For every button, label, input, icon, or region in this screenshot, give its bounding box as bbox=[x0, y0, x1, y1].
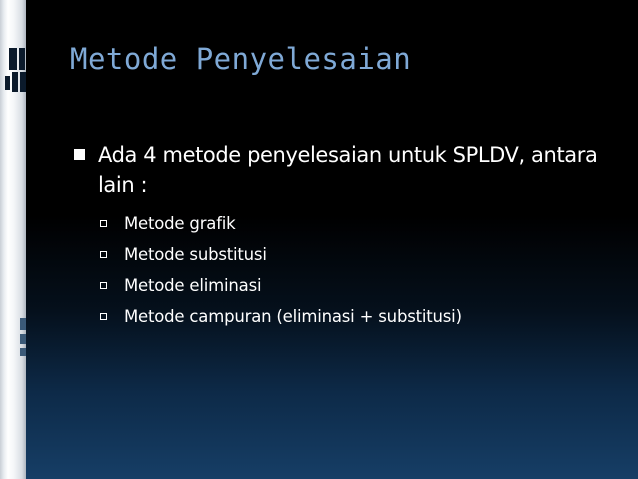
slide-content bbox=[72, 140, 612, 332]
hollow-square-bullet-icon bbox=[100, 313, 107, 320]
left-decorative-strip bbox=[0, 0, 26, 479]
bullet-text: Ada 4 metode penyelesaian untuk SPLDV, antara lain : bbox=[98, 143, 598, 197]
decorative-block bbox=[20, 334, 26, 344]
square-bullet-icon bbox=[74, 149, 85, 160]
sub-bullet-text: Metode campuran (eliminasi + substitusi) bbox=[124, 307, 462, 326]
sub-bullet-text: Metode eliminasi bbox=[124, 276, 262, 295]
sub-bullet-item bbox=[98, 301, 612, 332]
decorative-block bbox=[9, 48, 17, 70]
hollow-square-bullet-icon bbox=[100, 282, 107, 289]
decorative-block bbox=[20, 348, 26, 356]
sub-bullet-list bbox=[72, 208, 612, 332]
sub-bullet-item bbox=[98, 270, 612, 301]
hollow-square-bullet-icon bbox=[100, 251, 107, 258]
sub-bullet-item bbox=[98, 239, 612, 270]
decorative-block bbox=[20, 72, 26, 92]
sub-bullet-item bbox=[98, 208, 612, 239]
sub-bullet-text: Metode substitusi bbox=[124, 245, 267, 264]
decorative-block bbox=[12, 72, 18, 92]
slide-title: Metode Penyelesaian bbox=[70, 42, 412, 76]
decorative-block bbox=[19, 48, 25, 70]
bullet-item bbox=[72, 140, 612, 200]
sub-bullet-text: Metode grafik bbox=[124, 214, 236, 233]
decorative-block bbox=[20, 318, 26, 330]
decorative-block bbox=[5, 76, 10, 90]
hollow-square-bullet-icon bbox=[100, 220, 107, 227]
